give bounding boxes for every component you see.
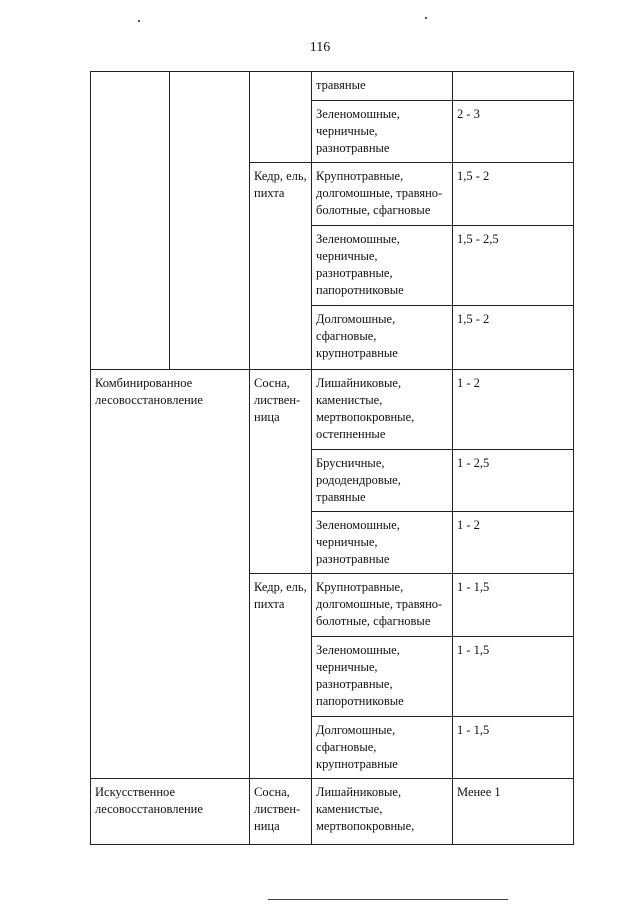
value-cell: 1,5 - 2: [453, 163, 574, 226]
value-cell: [453, 72, 574, 101]
forest-type-cell: Крупнотравные, долгомошные, травяно-болотные, сфагновые: [312, 574, 453, 637]
forest-type-cell: Брусничные, рододендровые, травяные: [312, 450, 453, 512]
method-cell-empty: [91, 72, 170, 370]
reforestation-table: [90, 71, 574, 845]
value-cell: 1,5 - 2,5: [453, 226, 574, 306]
species-cell: Кедр, ель, пихта: [250, 163, 312, 370]
page-number: 116: [309, 40, 331, 55]
forest-type-cell: Зеленомошные, черничные, разнотравные: [312, 512, 453, 574]
table-row: [91, 779, 574, 845]
value-cell: 2 - 3: [453, 101, 574, 163]
table-row: [91, 370, 574, 450]
value-cell: 1,5 - 2: [453, 306, 574, 370]
value-cell: 1 - 2: [453, 512, 574, 574]
species-cell: Сосна, листвен-ница: [250, 779, 312, 845]
forest-type-cell: Крупнотравные, долгомошные, травяно-болотные, сфагновые: [312, 163, 453, 226]
forest-type-cell: Долгомошные, сфагновые, крупнотравные: [312, 717, 453, 779]
forest-type-cell: Зеленомошные, черничные, разнотравные, папоротниковые: [312, 226, 453, 306]
scan-speck-right: [425, 17, 427, 19]
value-cell: 1 - 1,5: [453, 717, 574, 779]
subgroup-cell-empty: [170, 72, 250, 370]
scan-bottom-edge: [268, 899, 508, 900]
species-cell: Кедр, ель, пихта: [250, 574, 312, 779]
forest-type-cell: Лишайниковые, каменистые, мертвопокровные, остепненные: [312, 370, 453, 450]
forest-type-cell: Долгомошные, сфагновые, крупнотравные: [312, 306, 453, 370]
value-cell: 1 - 2,5: [453, 450, 574, 512]
forest-type-cell: Зеленомошные, черничные, разнотравные: [312, 101, 453, 163]
table-row: [91, 72, 574, 101]
forest-type-cell: Зеленомошные, черничные, разнотравные, папоротниковые: [312, 637, 453, 717]
value-cell: 1 - 2: [453, 370, 574, 450]
species-cell: Сосна, листвен-ница: [250, 370, 312, 574]
value-cell: 1 - 1,5: [453, 574, 574, 637]
species-cell-empty: [250, 72, 312, 163]
value-cell: 1 - 1,5: [453, 637, 574, 717]
value-cell: Менее 1: [453, 779, 574, 845]
method-cell: Искусственное лесовосстановление: [91, 779, 250, 845]
method-cell: Комбинированное лесовосстановление: [91, 370, 250, 779]
scan-speck-left: [138, 20, 140, 22]
forest-type-cell: травяные: [312, 72, 453, 101]
forest-type-cell: Лишайниковые, каменистые, мертвопокровные,: [312, 779, 453, 845]
